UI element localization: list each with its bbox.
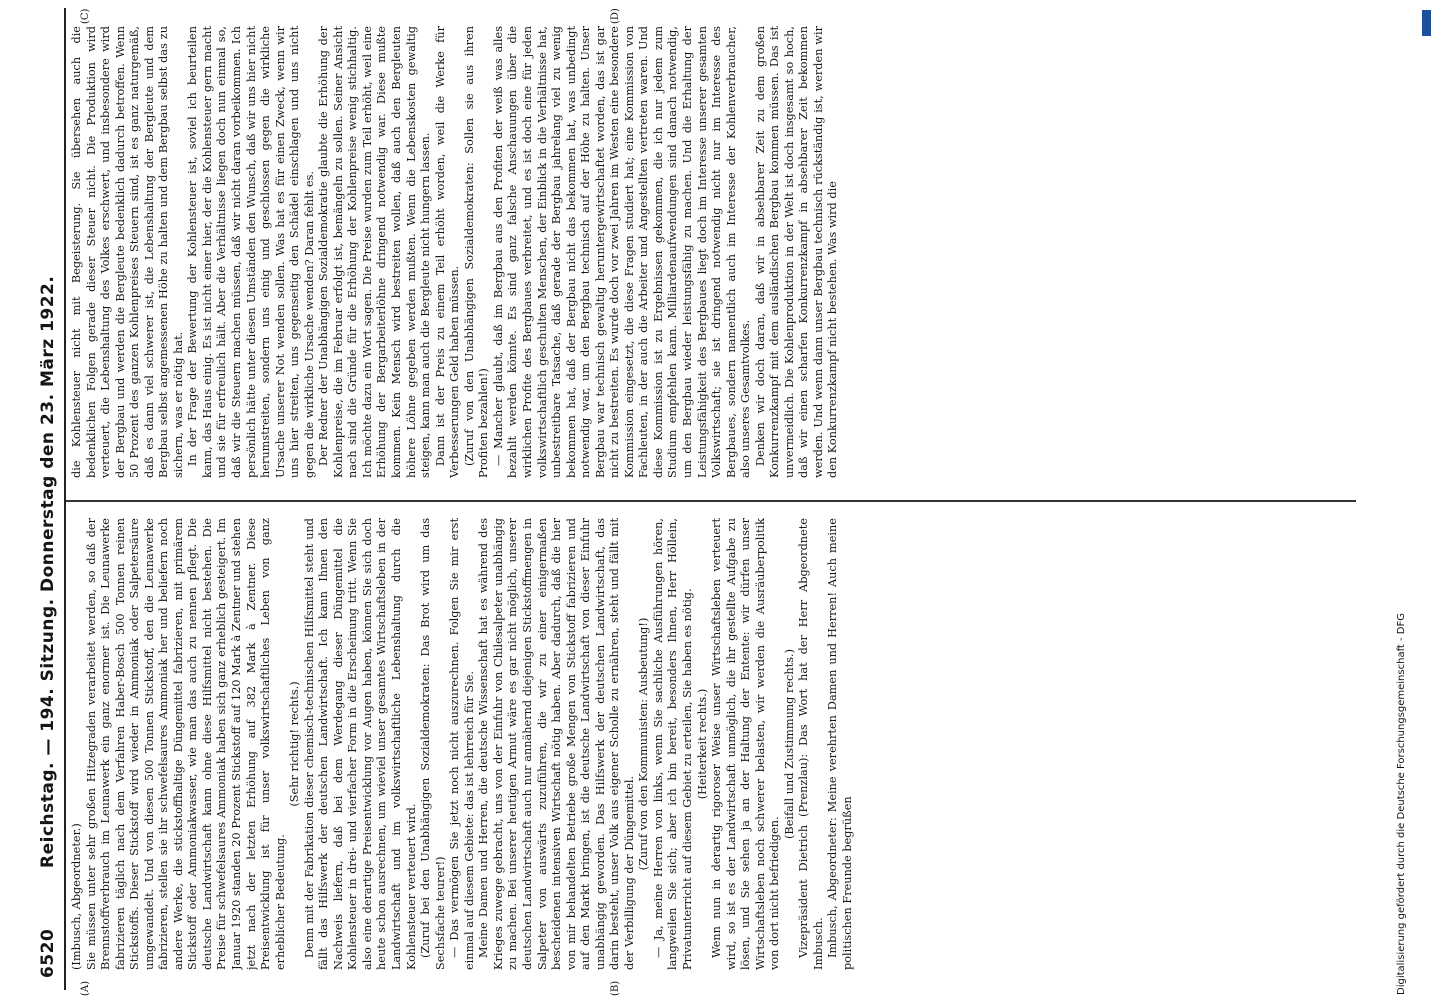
margin-marker-d: (D): [610, 8, 621, 24]
paragraph: Denn mit der Fabrikation dieser chemisch-technischen Hilfsmittel steht und fällt das Hilfswerk der deutschen Landwirtschaft. Ich kann Ihnen den Nachweis liefern, daß bei dem Werdegang dieser Düngemittel die Kohlensteuer in drei- und vierfacher Form in die Erscheinung tritt. Wenn Sie also eine derartige Preisentwicklung vor Augen haben, können Sie sich doch heute schon ausrechnen, um wieviel unser gesamtes Wirtschaftsleben in der Landwirtschaft und im volkswirtschaftliche Lebenshaltung durch die Kohlensteuer verteuert wird.: [302, 518, 418, 970]
header-rule: [64, 8, 66, 990]
margin-marker-b: (B): [610, 980, 621, 996]
dfg-logo: [1422, 10, 1431, 36]
column-divider: [66, 500, 1356, 502]
paragraph: Vizepräsident Dietrich (Prenzlau): Das Wort hat der Herr Abgeordnete Imbusch.: [797, 518, 825, 970]
paragraph: Denken wir doch daran, daß wir in absehbarer Zeit zu dem großen Konkurrenzkampf mit dem ausländischen Bergbau kommen müssen. Das ist unvermeidlich. Die Kohlenproduktion in der Welt ist doch insgesamt so hoch, daß wir einen scharfen Konkurrenzkampf in absehbarer Zeit bekommen werden. Und wenn dann unser Bergbau technisch rückständig ist, werden wir den Konkurrenzkampf nicht bestehen. Was wird die: [753, 26, 840, 478]
interjection: (Sehr richtig! rechts.): [288, 681, 302, 807]
speaker-note: (Imbusch, Abgeordneter.): [70, 823, 83, 970]
paragraph: Wenn nun in derartig rigoroser Weise unser Wirtschaftsleben verteuert wird, so ist es der Landwirtschaft unmöglich, die ihr gestellte Aufgabe zu lösen, und Sie sehen ja an der Haltung der Entente: wir dürfen unser Wirtschaftsleben noch schwerer belasten, wir werden die Ausräuberpolitik von dort nicht befriedigen.: [710, 518, 782, 970]
page-title: Reichstag. — 194. Sitzung. Donnerstag den 23. März 1922.: [38, 275, 58, 868]
paragraph: Sie müssen unter sehr großen Hitzegraden verarbeitet werden, so daß der Brennstoffverbrauch im Leunawerk ein ganz enormer ist. Die Leunawerke fabrizieren täglich nach dem Verfahren Haber-Bosch 500 Tonnen reinen Stickstoffs. Dieser Stickstoff wird wieder in Ammoniak oder Salpetersäure umgewandelt. Und von diesen 500 Tonnen Stickstoff, den die Leunawerke fabrizieren, stellen sie ihr schwefelsaures Ammoniak her und beliefern noch andere Werke, die stickstoffhaltige Düngemittel fabrizieren, mit primärem Stickstoff oder Ammoniakwasser, wie man das auch zu nennen pflegt. Die deutsche Landwirtschaft kann ohne diese Hilfsmittel nicht bestehen. Die Preise für schwefelsaures Ammoniak haben sich ganz erheblich gesteigert. Im Januar 1920 standen 20 Prozent Stickstoff auf 120 Mark à Zentner und stehen jetzt nach der letzten Erhöhung auf 382 Mark à Zentner. Diese Preisentwicklung ist für unser volkswirtschaftliches Leben von ganz erheblicher Bedeutung.: [84, 518, 287, 970]
paragraph: Der Redner der Unabhängigen Sozialdemokratie glaubte die Erhöhung der Kohlenpreise, die im Februar erfolgt ist, bemängeln zu sollen. Seiner Ansicht nach sind die Gründe für die Erhöhung der Kohlenpreise wenig stichhaltig. Ich möchte dazu ein Wort sagen. Die Preise wurden zum Teil erhöht, weil eine Erhöhung der Bergarbeiterlöhne dringend notwendig war. Diese mußte kommen. Kein Mensch wird bestreiten wollen, daß auch den Bergleuten höhere Löhne gegeben werden mußten. Wenn die Lebenskosten gewaltig steigen, kann man auch die Bergleute nicht hungern lassen.: [317, 26, 433, 478]
left-column: [70, 518, 1355, 970]
interjection: (Heiterkeit rechts.): [695, 688, 709, 800]
right-column: [70, 26, 1355, 478]
paragraph: — Ja, meine Herren von links, wenn Sie sachliche Ausführungen hören, langweilen Sie sich; aber ich bin bereit, besonders Ihnen, Herr Höllein, Privatunterricht auf diesem Gebiet zu erteilen, Sie haben es nötig.: [651, 518, 694, 970]
margin-marker-c: (C): [80, 8, 91, 24]
paragraph: Meine Damen und Herren, die deutsche Wissenschaft hat es während des Krieges zuwege gebracht, uns von der Einfuhr von Chilesalpeter unabhängig zu machen. Bei unserer heutigen Armut wäre es gar nicht möglich, unserer deutschen Landwirtschaft auch nur annähernd diejenigen Stickstoffmengen in Salpeter von auswärts zuzuführen, die wir zu einer einigermaßen bescheidenen intensiven Wirtschaft nötig haben. Aber dadurch, daß die hier von mir behandelten Betriebe große Mengen von Stickstoff fabrizieren und auf den Markt bringen, ist die deutsche Landwirtschaft von dieser Einfuhr unabhängig geworden. Das Hilfswerk der deutschen Landwirtschaft, das darin besteht, unser Volk aus eigener Scholle zu ernähren, steht und fällt mit der Verbilligung der Düngemittel.: [477, 518, 636, 970]
page-number: 6520: [38, 928, 58, 978]
interjection: (Zuruf bei den Unabhängigen Sozialdemokraten: Das Brot wird um das Sechsfache teurer!): [419, 518, 447, 970]
paragraph: Imbusch, Abgeordneter: Meine verehrten Damen und Herren! Auch meine politischen Freunde begrüßen: [826, 518, 854, 970]
digitization-credit: Digitalisierung gefördert durch die Deutsche Forschungsgemeinschaft - DFG: [1396, 612, 1407, 995]
margin-marker-a: (A): [80, 980, 91, 996]
paragraph: — Das vermögen Sie jetzt noch nicht auszurechnen. Folgen Sie mir erst einmal auf diesem Gebiete: das ist lehrreich für Sie.: [448, 518, 476, 970]
page-header: [30, 18, 66, 978]
paragraph: die Kohlensteuer nicht mit Begeisterung. Sie übersehen auch die bedenklichen Folgen gerade dieser Steuer nicht. Die Produktion wird verteuert, die Lebenshaltung des Volkes erschwert, und insbesondere wird der Bergbau und werden die Bergleute bedenklich dadurch betroffen. Wenn 50 Prozent des ganzen Kohlenpreises Steuern sind, ist es ganz naturgemäß, daß es dann viel schwerer ist, die Lebenshaltung der Bergleute und dem Bergbau selbst angemessenen Höhe zu halten und dem Bergbau selbst das zu sichern, was er nötig hat.: [70, 26, 185, 478]
paragraph: — Mancher glaubt, daß im Bergbau aus den Profiten der weiß was alles bezahlt werden könnte. Es sind ganz falsche Anschauungen über die wirklichen Profite des Bergbaues verbreitet, und es ist doch eine für jeden volkswirtschaftlich geschulten Menschen, der Einblick in die Verhältnisse hat, unbestreitbare Tatsache, daß gerade der Bergbau jahrelang viel zu wenig bekommen hat, daß der Bergbau nicht das bekommen hat, was unbedingt notwendig war, um den Bergbau technisch auf der Höhe zu halten. Unser Bergbau war technisch gewaltig heruntergewirtschaftet worden, das ist gar nicht zu bestreiten. Es wurde doch vor zwei Jahren im Westen eine besondere Kommission eingesetzt, die diese Fragen studiert hat; eine Kommission von Fachleuten, in der auch die Arbeiter und Angestellten vertreten waren. Und diese Kommission ist zu Ergebnissen gekommen, die ich nur jedem zum Studium empfehlen kann. Milliardenaufwendungen sind danach notwendig, um den Bergbau wieder leistungsfähig zu machen. Und die Erhaltung der Leistungsfähigkeit des Bergbaues liegt doch im Interesse unserer gesamten Volkswirtschaft; sie ist dringend notwendig nicht nur im Interesse des Bergbaues, sondern namentlich auch im Interesse der Kohlenverbraucher, also unseres Gesamtvolkes.: [491, 26, 753, 478]
interjection: (Zuruf von den Unabhängigen Sozialdemokraten: Sollen sie aus ihren Profiten bezahlen!): [462, 26, 491, 478]
interjection: (Zuruf von den Kommunisten: Ausbeutung!): [637, 617, 651, 871]
paragraph: Dann ist der Preis zu einem Teil erhöht worden, weil die Werke für Verbesserungen Geld haben müssen.: [433, 26, 462, 478]
interjection: (Beifall und Zustimmung rechts.): [782, 649, 796, 840]
paragraph: In der Frage der Bewertung der Kohlensteuer ist, soviel ich beurteilen kann, das Haus einig. Es ist nicht einer hier, der die Kohlensteuer gern macht und sie für erfreulich hält. Aber die Verhältnisse liegen doch nun einmal so, daß wir die Steuern machen müssen, daß wir nicht daran vorbeikommen. Ich persönlich hätte unter diesen Umständen den Wunsch, daß wir uns hier nicht herumstreiten, sondern uns einig und geschlossen gegen die wirkliche Ursache unserer Not wenden sollen. Was hat es für einen Zweck, wenn wir uns hier streiten, uns gegenseitig den Schädel einschlagen und uns nicht gegen die wirkliche Ursache wenden? Daran fehlt es.: [186, 26, 316, 478]
